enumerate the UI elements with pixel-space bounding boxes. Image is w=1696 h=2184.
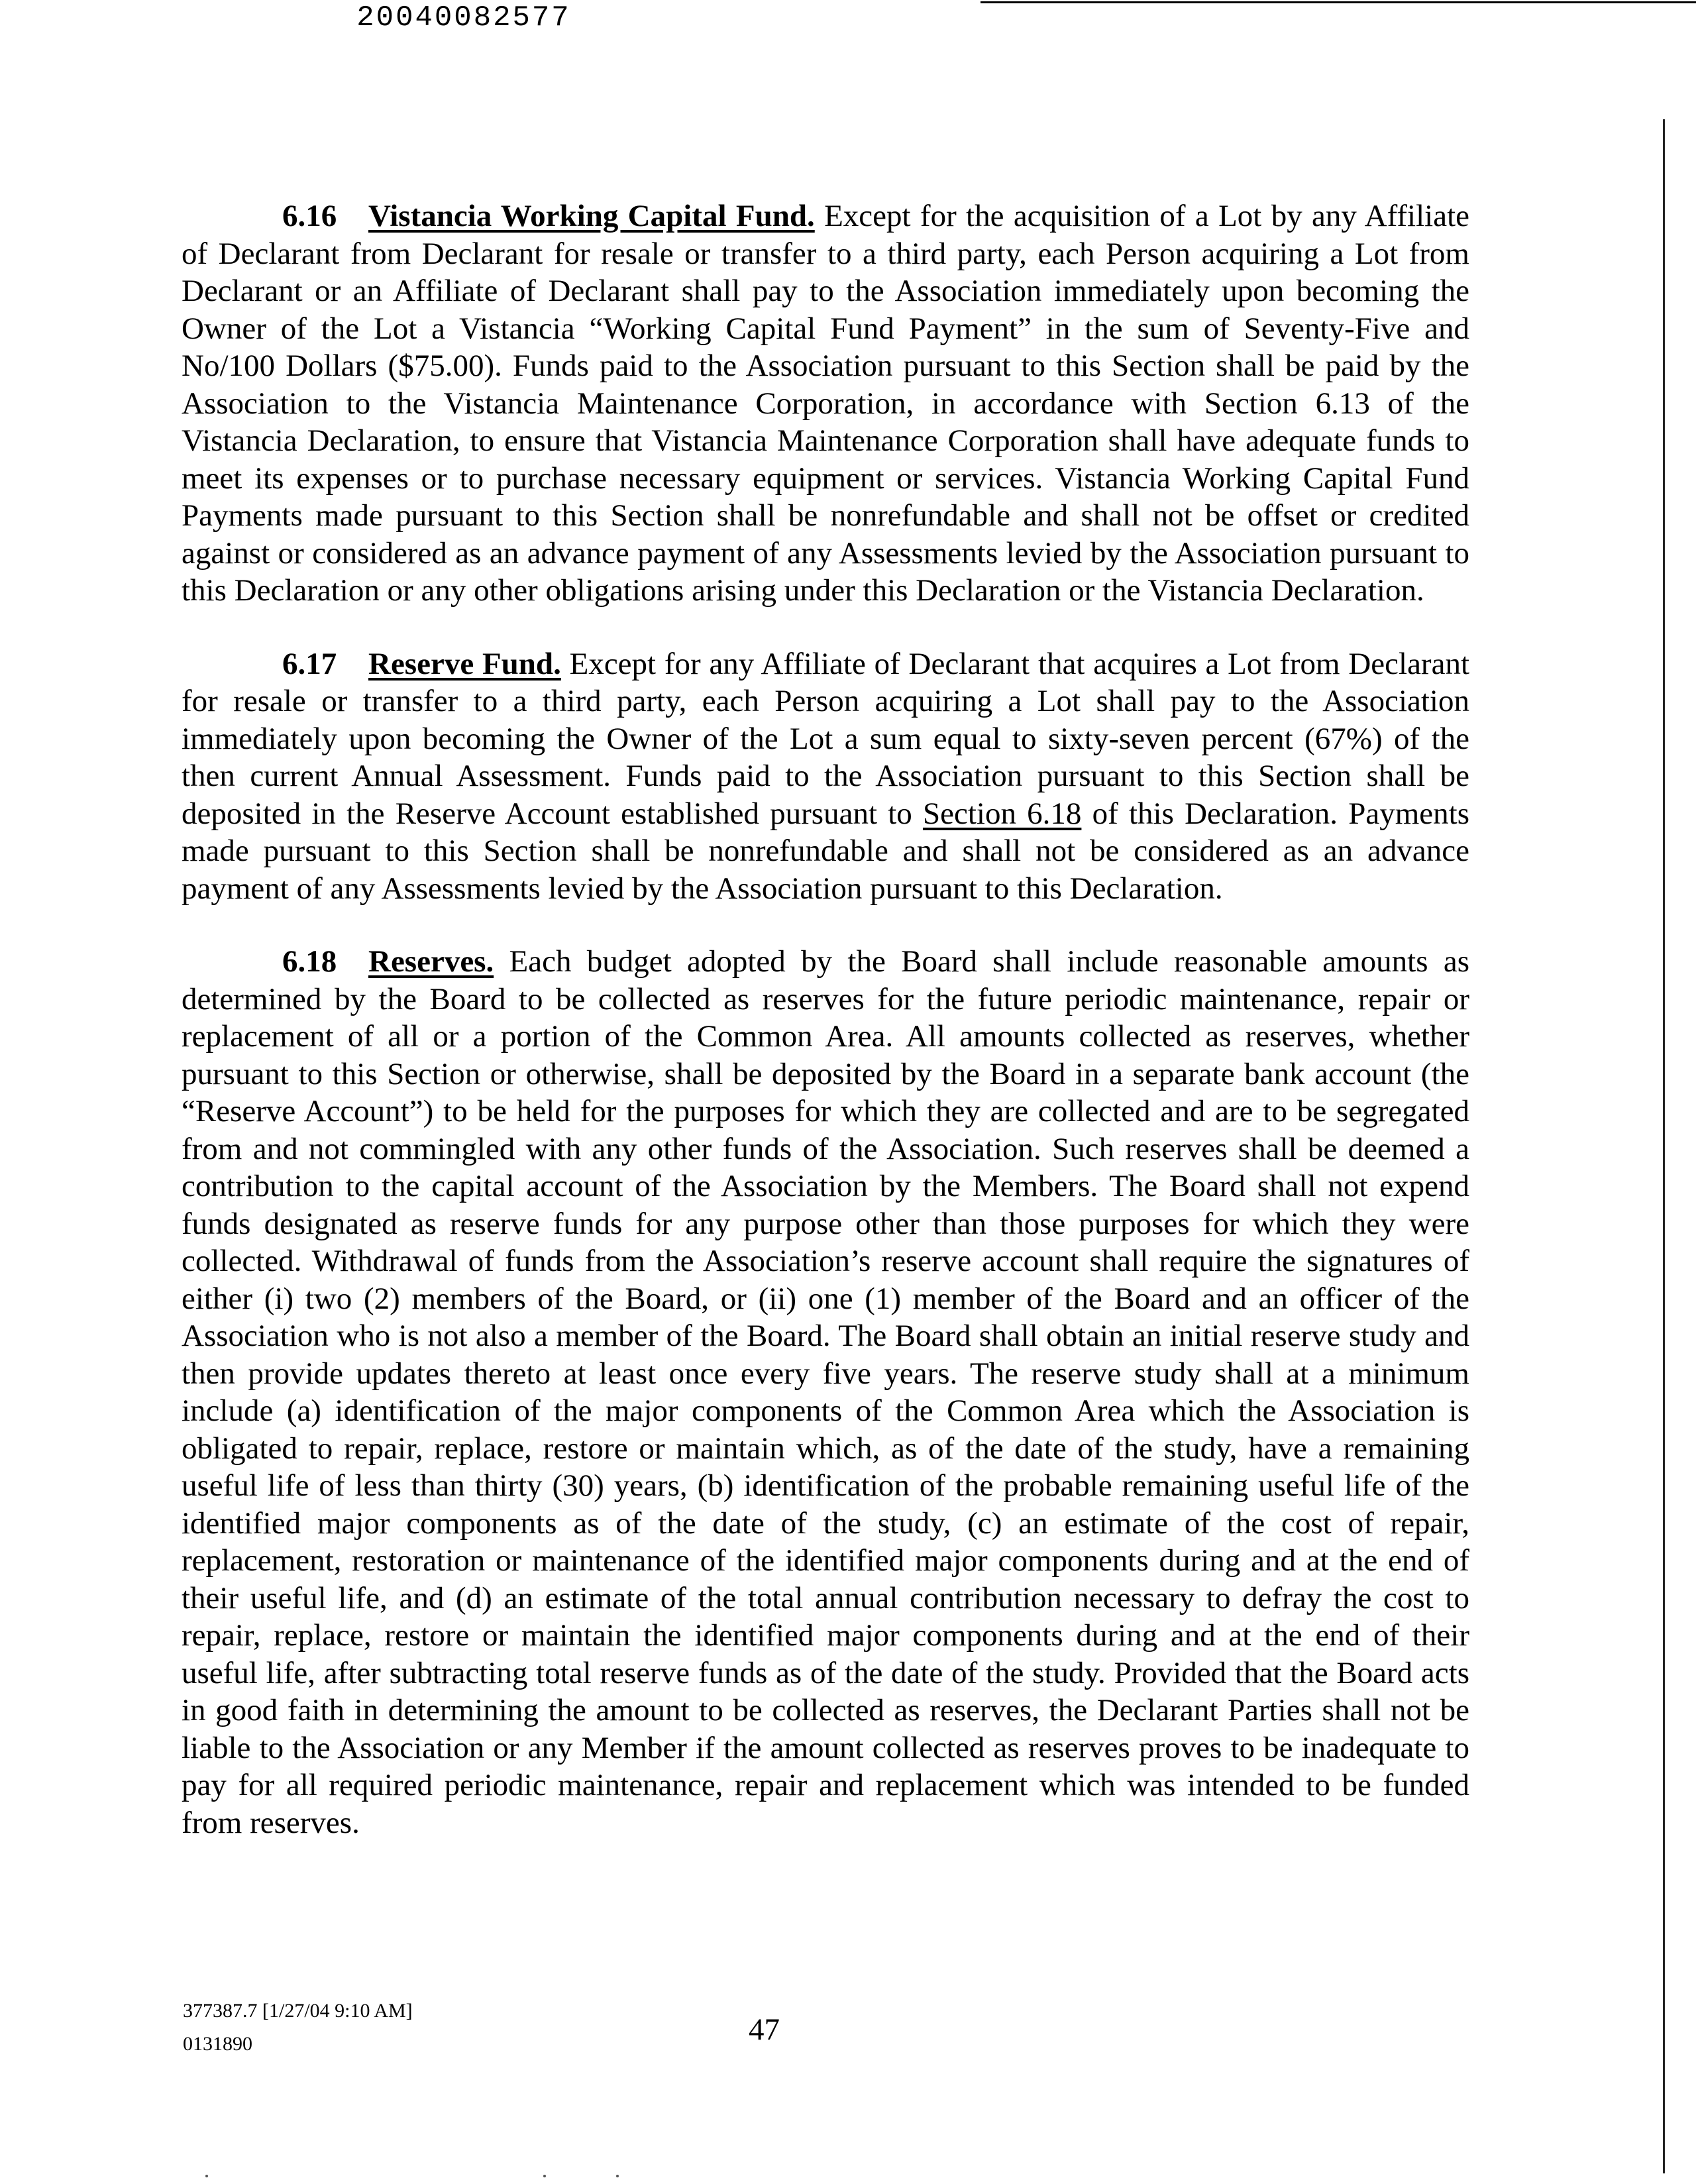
- section-cross-reference: Section 6.18: [922, 796, 1082, 831]
- section-title: Vistancia Working Capital Fund.: [368, 199, 815, 233]
- section-6-16: [182, 197, 1469, 610]
- section-number: 6.18: [282, 944, 337, 979]
- scan-artifact: [205, 2175, 208, 2177]
- section-6-18: [182, 943, 1469, 1841]
- section-number: 6.16: [282, 199, 337, 233]
- footer: [183, 1994, 1471, 2061]
- top-rule-line: [980, 1, 1696, 3]
- footer-doc-id: 377387.7 [1/27/04 9:10 AM]: [183, 2000, 413, 2022]
- section-number: 6.17: [282, 646, 337, 681]
- right-margin-line: [1663, 119, 1665, 2173]
- section-body: Except for any Affiliate of Declarant that acquires a Lot from Declarant for resale or transfer to a third party, each Person acquiring a Lot shall pay to the Association immediately upon becoming the Owner of the Lot a sum equal to sixty-seven percent (67%) of the then current Annual Assessment. Funds paid to the Association pursuant to this Section shall be deposited in the Reserve Account established pursuant to: [182, 646, 1469, 831]
- page-body: [182, 197, 1469, 1877]
- document-number: 20040082577: [356, 1, 571, 34]
- section-body-continued: of this Declaration. Payments made pursuant to this Section shall be nonrefundable and shall not be considered as an advance payment of any Assessments levied by the Association pursuant to this Declaration.: [182, 796, 1469, 906]
- section-title: Reserves.: [368, 944, 494, 979]
- section-6-17: [182, 645, 1469, 908]
- scan-artifact: [543, 2175, 546, 2177]
- section-body: Each budget adopted by the Board shall include reasonable amounts as determined by the Board to be collected as reserves for the future periodic maintenance, repair or replacement of all or a portion of the Common Area. All amounts collected as reserves, whether pursuant to this Section or otherwise, shall be deposited by the Board in a separate bank account (the “Reserve Account”) to be held for the purposes for which they are collected and are to be segregated from and not commingled with any other funds of the Association. Such reserves shall be deemed a contribution to the capital account of the Association by the Members. The Board shall not expend funds designated as reserve funds for any purpose other than those purposes for which they were collected. Withdrawal of funds from the Association’s reserve account shall require the signatures of either (i) two (2) members of the Board, or (ii) one (1) member of the Board and an officer of the Association who is not also a member of the Board. The Board shall obtain an initial reserve study and then provide updates thereto at least once every five years. The reserve study shall at a minimum include (a) identification of the major components of the Common Area which the Association is obligated to repair, replace, restore or maintain which, as of the date of the study, have a remaining useful life of less than thirty (30) years, (b) identification of the probable remaining useful life of the identified major components as of the date of the study, (c) an estimate of the cost of repair, replacement, restoration or maintenance of the identified major components during and at the end of their useful life, and (d) an estimate of the total annual contribution necessary to defray the cost to repair, replace, restore or maintain the identified major components during and at the end of their useful life, after subtracting total reserve funds as of the date of the study. Provided that the Board acts in good faith in determining the amount to be collected as reserves, the Declarant Parties shall not be liable to the Association or any Member if the amount collected as reserves proves to be inadequate to pay for all required periodic maintenance, repair and replacement which was intended to be funded from reserves.: [182, 944, 1469, 1840]
- scan-artifact: [616, 2175, 619, 2177]
- section-body: Except for the acquisition of a Lot by any Affiliate of Declarant from Declarant for resale or transfer to a third party, each Person acquiring a Lot from Declarant or an Affiliate of Declarant shall pay to the Association immediately upon becoming the Owner of the Lot a Vistancia “Working Capital Fund Payment” in the sum of Seventy-Five and No/100 Dollars ($75.00). Funds paid to the Association pursuant to this Section shall be paid by the Association to the Vistancia Maintenance Corporation, in accordance with Section 6.13 of the Vistancia Declaration, to ensure that Vistancia Maintenance Corporation shall have adequate funds to meet its expenses or to purchase necessary equipment or services. Vistancia Working Capital Fund Payments made pursuant to this Section shall be nonrefundable and shall not be offset or credited against or considered as an advance payment of any Assessments levied by the Association pursuant to this Declaration or any other obligations arising under this Declaration or the Vistancia Declaration.: [182, 199, 1469, 608]
- section-title: Reserve Fund.: [368, 646, 561, 681]
- page-number: 47: [749, 2012, 780, 2047]
- footer-client-code: 0131890: [183, 2033, 252, 2055]
